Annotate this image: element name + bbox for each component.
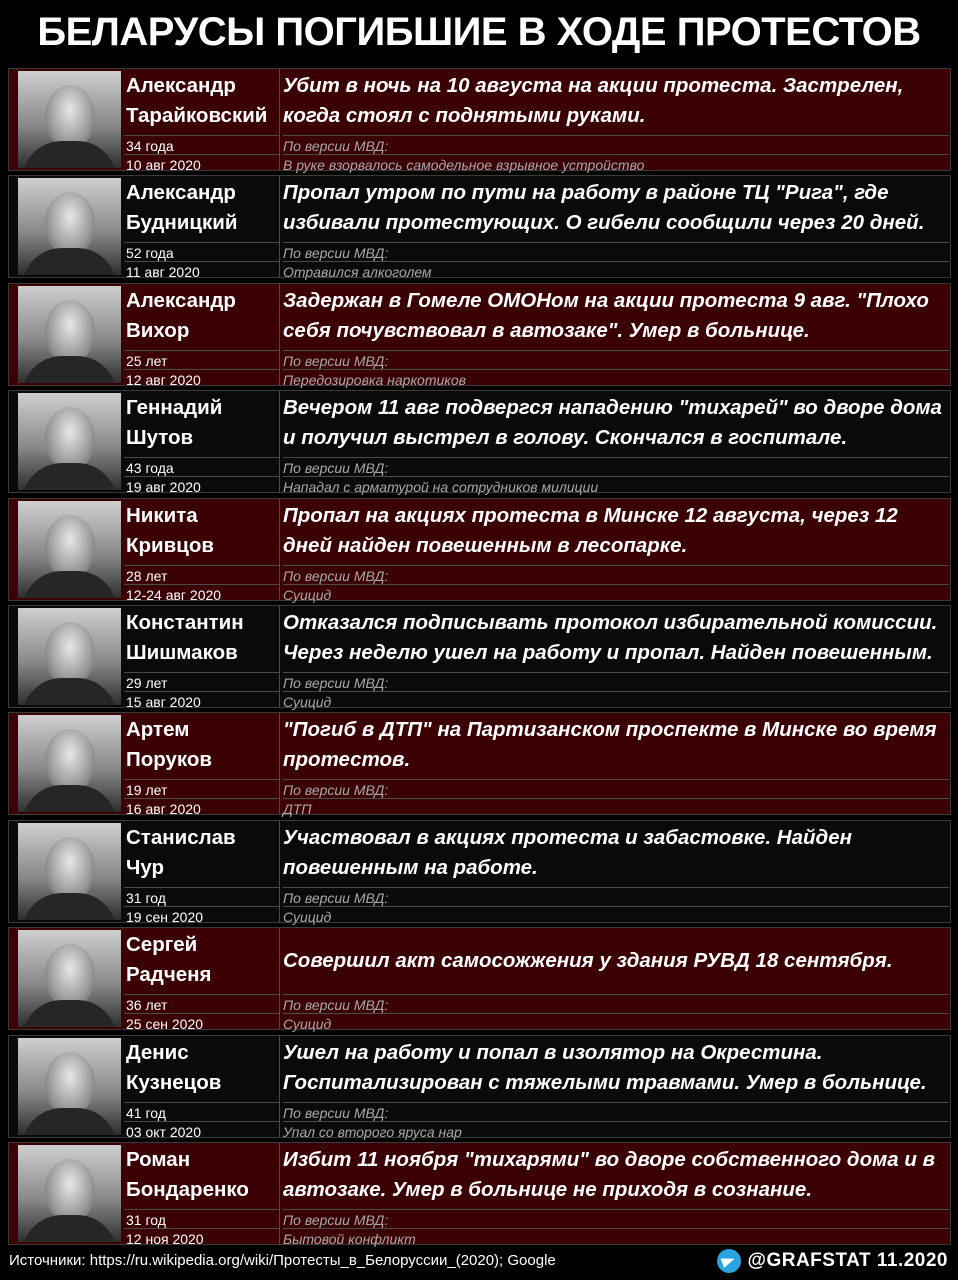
person-age: 43 года bbox=[124, 457, 279, 476]
portrait-photo bbox=[18, 71, 121, 168]
story-text: Задержан в Гомеле ОМОНом на акции протеста 9 авг. "Плохо себя почувствовал в автозаке". Умер в больнице. bbox=[283, 288, 929, 342]
death-date: 11 авг 2020 bbox=[124, 261, 279, 280]
mvd-reason: Суицид bbox=[283, 1013, 949, 1033]
person-name: Никита Кривцов bbox=[126, 503, 214, 557]
brand-label: @GRAFSTAT 11.2020 bbox=[747, 1250, 948, 1271]
mvd-label: По версии МВД: bbox=[283, 350, 949, 370]
death-date: 12-24 авг 2020 bbox=[124, 584, 279, 603]
portrait-photo bbox=[18, 715, 121, 812]
story-text: "Погиб в ДТП" на Партизанском проспекте в Минске во время протестов. bbox=[283, 718, 937, 772]
table-row bbox=[8, 175, 951, 281]
mvd-label: По версии МВД: bbox=[283, 135, 949, 155]
portrait-photo bbox=[18, 286, 121, 383]
story-text: Убит в ночь на 10 августа на акции протеста. Застрелен, когда стоял с поднятыми руками. bbox=[283, 74, 904, 127]
portrait-photo bbox=[18, 178, 121, 275]
death-date: 19 сен 2020 bbox=[124, 906, 279, 925]
mvd-label: По версии МВД: bbox=[283, 672, 949, 692]
mvd-reason: Нападал с арматурой на сотрудников милиции bbox=[283, 476, 949, 496]
table-row bbox=[8, 498, 951, 601]
person-name: Артем Поруков bbox=[126, 718, 213, 772]
portrait-photo bbox=[18, 930, 121, 1027]
portrait-photo bbox=[18, 823, 121, 920]
column-divider bbox=[279, 821, 280, 922]
column-divider bbox=[279, 713, 280, 814]
person-name: Станислав Чур bbox=[126, 825, 236, 879]
mvd-reason: Суицид bbox=[283, 584, 949, 604]
mvd-label: По версии МВД: bbox=[283, 457, 949, 477]
person-name: Роман Бондаренко bbox=[126, 1147, 249, 1201]
portrait-photo bbox=[18, 608, 121, 705]
column-divider bbox=[279, 284, 280, 385]
mvd-label: По версии МВД: bbox=[283, 779, 949, 799]
death-date: 16 авг 2020 bbox=[124, 798, 279, 817]
mvd-reason: Отравился алкоголем bbox=[283, 261, 949, 281]
person-age: 31 год bbox=[124, 1209, 279, 1228]
table-row bbox=[8, 283, 951, 386]
death-date: 25 сен 2020 bbox=[124, 1013, 279, 1032]
column-divider bbox=[279, 176, 280, 277]
story-text: Совершил акт самосожжения у здания РУВД 18 сентября. bbox=[283, 949, 893, 973]
mvd-reason: Упал со второго яруса нар bbox=[283, 1121, 949, 1141]
mvd-reason: ДТП bbox=[283, 798, 949, 818]
death-date: 10 авг 2020 bbox=[124, 154, 279, 173]
table-row bbox=[8, 390, 951, 496]
mvd-label: По версии МВД: bbox=[283, 994, 949, 1014]
mvd-label: По версии МВД: bbox=[283, 887, 949, 907]
person-age: 36 лет bbox=[124, 994, 279, 1013]
story-text: Пропал утром по пути на работу в районе ТЦ "Рига", где избивали протестующих. О гибели сообщили через 20 дней. bbox=[283, 181, 925, 235]
person-age: 34 года bbox=[124, 135, 279, 154]
table-row bbox=[8, 605, 951, 708]
death-date: 03 окт 2020 bbox=[124, 1121, 279, 1140]
story-text: Пропал на акциях протеста в Минске 12 августа, через 12 дней найден повешенным в лесопарке. bbox=[283, 503, 898, 557]
victims-table bbox=[8, 68, 951, 1249]
person-age: 31 год bbox=[124, 887, 279, 906]
person-name: Александр Тарайковский bbox=[126, 74, 268, 127]
table-row bbox=[8, 68, 951, 171]
story-text: Отказался подписывать протокол избирательной комиссии. Через неделю ушел на работу и пропал. Найден повешенным. bbox=[283, 610, 938, 664]
sources-note: Источники: https://ru.wikipedia.org/wiki/Протесты_в_Белоруссии_(2020); Google bbox=[9, 1252, 556, 1269]
person-name: Константин Шишмаков bbox=[126, 610, 244, 664]
mvd-label: По версии МВД: bbox=[283, 242, 949, 262]
mvd-label: По версии МВД: bbox=[283, 1102, 949, 1122]
story-text: Участвовал в акциях протеста и забастовке. Найден повешенным на работе. bbox=[283, 825, 852, 879]
column-divider bbox=[279, 928, 280, 1029]
table-row bbox=[8, 820, 951, 923]
death-date: 12 авг 2020 bbox=[124, 369, 279, 388]
mvd-label: По версии МВД: bbox=[283, 565, 949, 585]
person-name: Сергей Радченя bbox=[126, 933, 212, 987]
column-divider bbox=[279, 606, 280, 707]
page-title: БЕЛАРУСЫ ПОГИБШИЕ В ХОДЕ ПРОТЕСТОВ bbox=[37, 10, 921, 54]
person-age: 41 год bbox=[124, 1102, 279, 1121]
person-age: 25 лет bbox=[124, 350, 279, 369]
column-divider bbox=[279, 1036, 280, 1137]
table-row bbox=[8, 712, 951, 818]
story-text: Ушел на работу и попал в изолятор на Окрестина. Госпитализирован с тяжелыми травмами. Умер в больнице. bbox=[283, 1040, 927, 1094]
column-divider bbox=[279, 1143, 280, 1244]
column-divider bbox=[279, 391, 280, 492]
table-row bbox=[8, 1035, 951, 1138]
column-divider bbox=[279, 499, 280, 600]
mvd-reason: Передозировка наркотиков bbox=[283, 369, 949, 389]
death-date: 19 авг 2020 bbox=[124, 476, 279, 495]
column-divider bbox=[279, 69, 280, 170]
portrait-photo bbox=[18, 501, 121, 598]
death-date: 12 ноя 2020 bbox=[124, 1228, 279, 1247]
story-text: Избит 11 ноября "тихарями" во дворе собственного дома и в автозаке. Умер в больнице не приходя в сознание. bbox=[283, 1147, 935, 1201]
mvd-reason: Суицид bbox=[283, 691, 949, 711]
mvd-reason: В руке взорвалось самодельное взрывное устройство bbox=[283, 154, 949, 174]
person-name: Денис Кузнецов bbox=[126, 1040, 222, 1094]
person-age: 28 лет bbox=[124, 565, 279, 584]
table-row bbox=[8, 1142, 951, 1245]
mvd-label: По версии МВД: bbox=[283, 1209, 949, 1229]
mvd-reason: Бытовой конфликт bbox=[283, 1228, 949, 1248]
mvd-reason: Суицид bbox=[283, 906, 949, 926]
death-date: 15 авг 2020 bbox=[124, 691, 279, 710]
table-row bbox=[8, 927, 951, 1033]
portrait-photo bbox=[18, 1038, 121, 1135]
person-age: 29 лет bbox=[124, 672, 279, 691]
telegram-icon bbox=[717, 1249, 741, 1273]
person-name: Александр Вихор bbox=[126, 288, 236, 342]
portrait-photo bbox=[18, 1145, 121, 1242]
person-name: Александр Будницкий bbox=[126, 181, 238, 235]
person-age: 19 лет bbox=[124, 779, 279, 798]
brand-credit bbox=[717, 1247, 948, 1275]
story-text: Вечером 11 авг подвергся нападению "тихарей" во дворе дома и получил выстрел в голову. Скончался в госпитале. bbox=[283, 396, 942, 450]
person-age: 52 года bbox=[124, 242, 279, 261]
portrait-photo bbox=[18, 393, 121, 490]
person-name: Геннадий Шутов bbox=[126, 396, 223, 450]
